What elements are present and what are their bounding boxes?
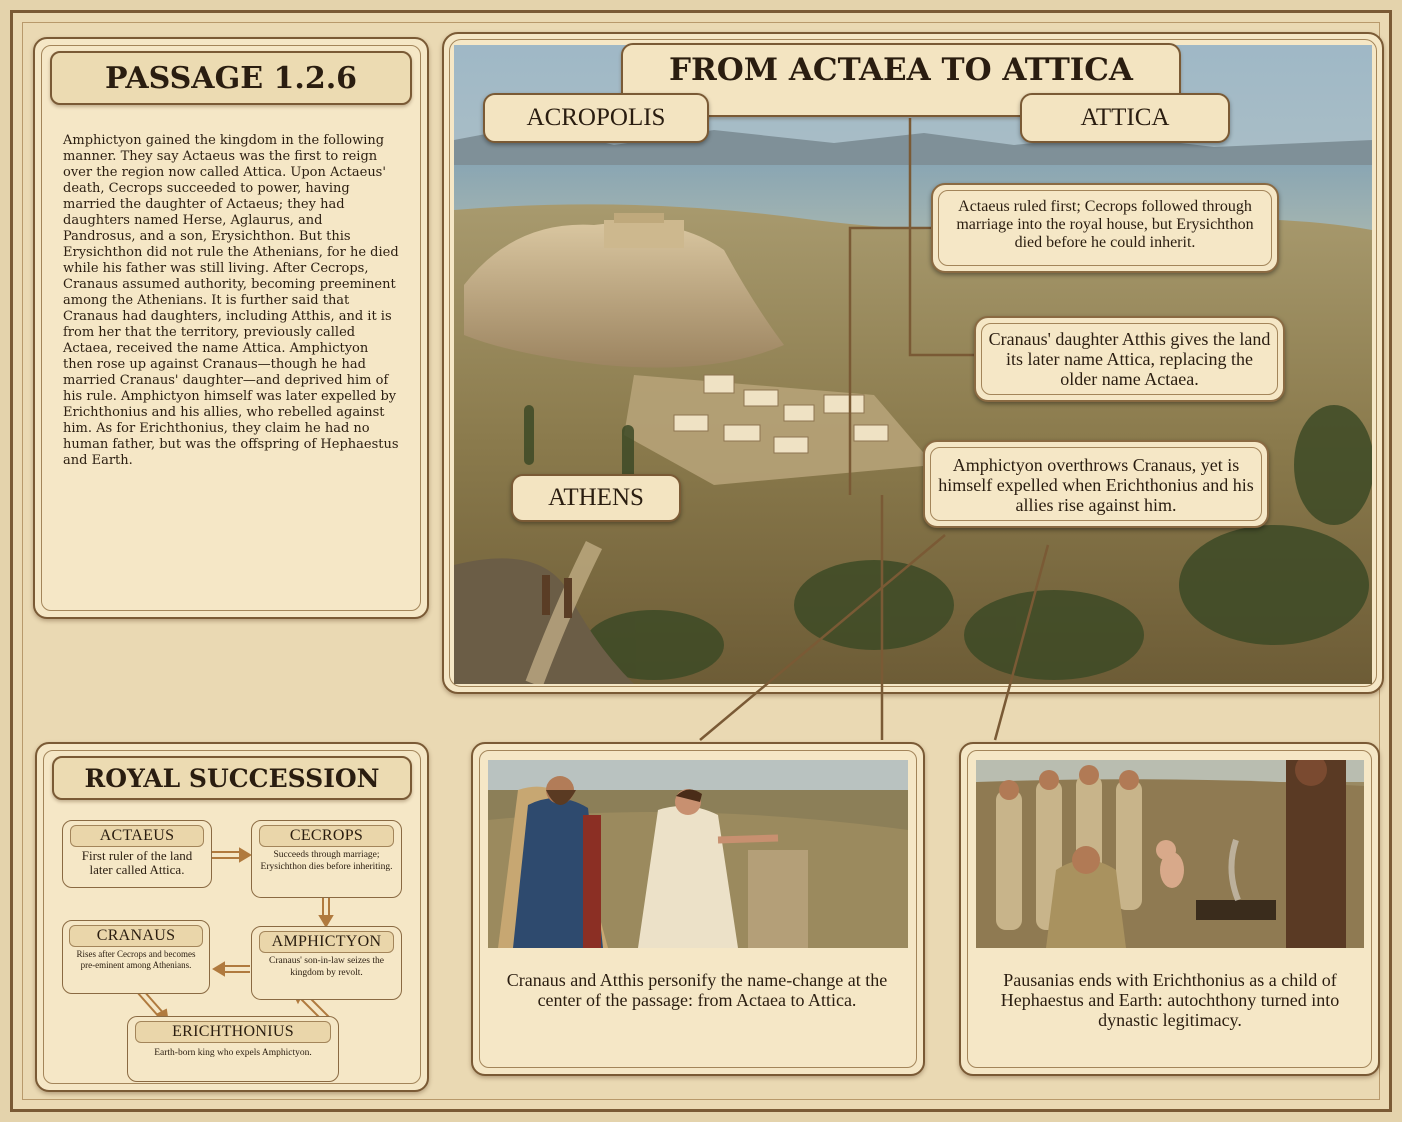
label-athens: ATHENS xyxy=(511,474,681,522)
illustration-erichthonius xyxy=(976,760,1364,948)
caption-erichthonius: Pausanias ends with Erichthonius as a child of Hephaestus and Earth: autochthony turned into dynastic legitimacy. xyxy=(1000,970,1340,1030)
passage-title: PASSAGE 1.2.6 xyxy=(50,51,412,105)
node-actaeus: ACTAEUS First ruler of the land later called Attica. xyxy=(62,820,212,888)
label-attica: ATTICA xyxy=(1020,93,1230,143)
label-acropolis: ACROPOLIS xyxy=(483,93,709,143)
node-amphictyon: AMPHICTYON Cranaus' son-in-law seizes the kingdom by revolt. xyxy=(251,926,402,1000)
succession-title: ROYAL SUCCESSION xyxy=(52,756,412,800)
node-erichthonius: ERICHTHONIUS Earth-born king who expels Amphictyon. xyxy=(127,1016,339,1082)
callout-actaeus: Actaeus ruled first; Cecrops followed through marriage into the royal house, but Erysichthon died before he could inherit. xyxy=(931,183,1279,273)
callout-atthis: Cranaus' daughter Atthis gives the land its later name Attica, replacing the older name Actaea. xyxy=(974,316,1285,402)
passage-text: Amphictyon gained the kingdom in the following manner. They say Actaeus was the first to reign over the region now called Attica. Upon Actaeus' death, Cecrops succeeded to power, having married the daughter of Actaeus; they had daughters named Herse, Aglaurus, and Pandrosus, and a son, Erysichthon. But this Erysichthon did not rule the Athenians, for he died while his father was still living. After Cecrops, Cranaus assumed authority, becoming preeminent among the Athenians. It is further said that Cranaus had daughters, including Atthis, and it is from her that the territory, previously called Actaea, received the name Attica. Amphictyon then rose up against Cranaus—though he had married Cranaus' daughter—and deprived him of his rule. Amphictyon himself was later expelled by Erichthonius and his allies, who rebelled against him. As for Erichthonius, they claim he had no human father, but was the offspring of Hephaestus and Earth. xyxy=(63,133,399,468)
callout-amphictyon: Amphictyon overthrows Cranaus, yet is himself expelled when Erichthonius and his allies rise against him. xyxy=(923,440,1269,528)
illustration-cranaus-atthis xyxy=(488,760,908,948)
node-cecrops: CECROPS Succeeds through marriage; Erysichthon dies before inheriting. xyxy=(251,820,402,898)
map-title: FROM ACTAEA TO ATTICA xyxy=(621,43,1181,117)
node-cranaus: CRANAUS Rises after Cecrops and becomes pre-eminent among Athenians. xyxy=(62,920,210,994)
caption-cranaus-atthis: Cranaus and Atthis personify the name-change at the center of the passage: from Actaea to Attica. xyxy=(506,970,888,1010)
